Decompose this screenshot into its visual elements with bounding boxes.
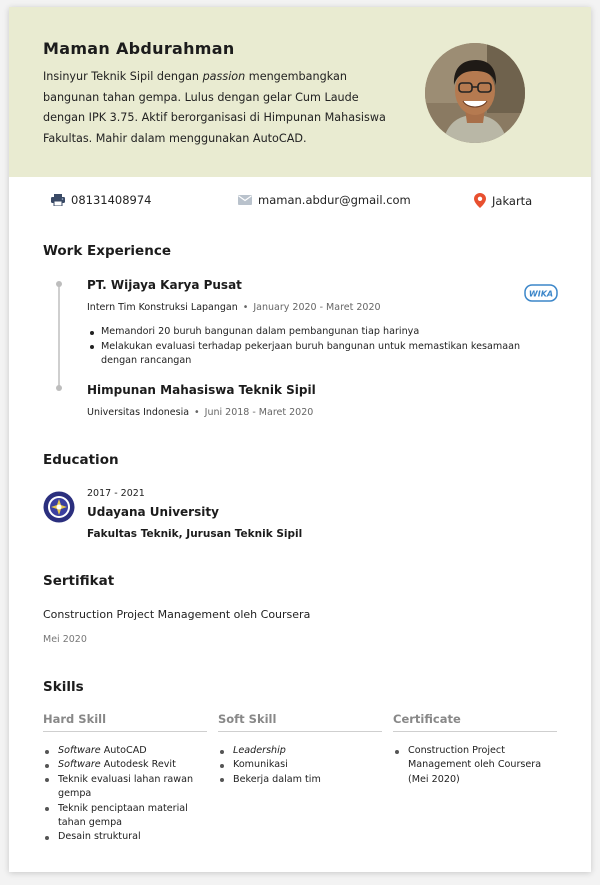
email-contact[interactable] <box>238 193 411 207</box>
summary-emphasis: passion <box>202 70 246 83</box>
hard-skill-list <box>58 744 207 845</box>
skills-heading: Skills <box>43 679 84 695</box>
summary-text-prefix: Insinyur Teknik Sipil dengan <box>43 70 203 83</box>
education-school: Udayana University <box>87 505 219 519</box>
job-company: Himpunan Mahasiswa Teknik Sipil <box>87 383 316 397</box>
job-role: Intern Tim Konstruksi Lapangan <box>87 302 238 313</box>
profile-summary <box>43 67 403 149</box>
wika-logo <box>524 284 558 302</box>
list-item: Teknik evaluasi lahan rawan gempa <box>58 773 207 802</box>
soft-skill-column <box>218 712 382 787</box>
phone-number: 08131408974 <box>71 193 152 207</box>
certificate-skill-list <box>408 744 557 787</box>
resume-header <box>9 7 591 177</box>
job-meta <box>87 302 381 313</box>
soft-skill-list <box>233 744 382 787</box>
certificate-text: Construction Project Management oleh Coursera <box>43 608 311 621</box>
job-date: Juni 2018 - Maret 2020 <box>204 407 314 418</box>
resume-page <box>9 7 591 872</box>
list-item: Software AutoCAD <box>58 744 207 758</box>
email-address: maman.abdur@gmail.com <box>258 193 411 207</box>
person-name: Maman Abdurahman <box>43 39 235 58</box>
certificate-skill-column <box>393 712 557 787</box>
job-meta <box>87 407 313 418</box>
timeline-dot <box>56 385 62 391</box>
list-item: Komunikasi <box>233 758 382 772</box>
soft-skill-heading: Soft Skill <box>218 712 382 732</box>
job-bullet-list <box>101 325 521 369</box>
list-item: Memandori 20 buruh bangunan dalam pembangunan tiap harinya <box>101 325 521 340</box>
printer-icon <box>51 194 65 206</box>
separator-dot: • <box>194 407 200 418</box>
hard-skill-heading: Hard Skill <box>43 712 207 732</box>
timeline-dot <box>56 281 62 287</box>
work-experience-heading: Work Experience <box>43 243 171 259</box>
university-logo-icon <box>43 491 75 523</box>
certificate-heading: Sertifikat <box>43 573 115 589</box>
list-item: Bekerja dalam tim <box>233 773 382 787</box>
certificate-skill-heading: Certificate <box>393 712 557 732</box>
certificate-date: Mei 2020 <box>43 634 87 645</box>
avatar <box>425 43 525 143</box>
summary-text-suffix: mengembangkan bangunan tahan gempa. Lulus dengan gelar Cum Laude dengan IPK 3.75. Aktif berorganisasi di Himpunan Mahasiswa Fakultas. Mahir dalam menggunakan AutoCAD. <box>43 70 386 145</box>
education-faculty: Fakultas Teknik, Jurusan Teknik Sipil <box>87 528 303 540</box>
svg-text:WIKA: WIKA <box>528 289 554 299</box>
education-heading: Education <box>43 452 119 468</box>
envelope-icon <box>238 195 252 205</box>
hard-skill-column <box>43 712 207 845</box>
location-contact[interactable] <box>474 193 532 208</box>
list-item: Software Autodesk Revit <box>58 758 207 772</box>
job-date: January 2020 - Maret 2020 <box>253 302 381 313</box>
list-item: Desain struktural <box>58 830 207 844</box>
job-company: PT. Wijaya Karya Pusat <box>87 278 242 292</box>
list-item: Teknik penciptaan material tahan gempa <box>58 802 207 831</box>
list-item: Construction Project Management oleh Coursera (Mei 2020) <box>408 744 557 787</box>
education-years: 2017 - 2021 <box>87 488 145 499</box>
contact-bar <box>9 193 591 213</box>
location-pin-icon <box>474 193 486 208</box>
job-role: Universitas Indonesia <box>87 407 190 418</box>
location-city: Jakarta <box>492 193 533 208</box>
list-item: Leadership <box>233 744 382 758</box>
separator-dot: • <box>242 302 249 313</box>
timeline-line <box>58 284 60 388</box>
phone-contact[interactable] <box>51 193 151 207</box>
list-item: Melakukan evaluasi terhadap pekerjaan buruh bangunan untuk memastikan kesamaan dengan rancangan <box>101 340 521 369</box>
